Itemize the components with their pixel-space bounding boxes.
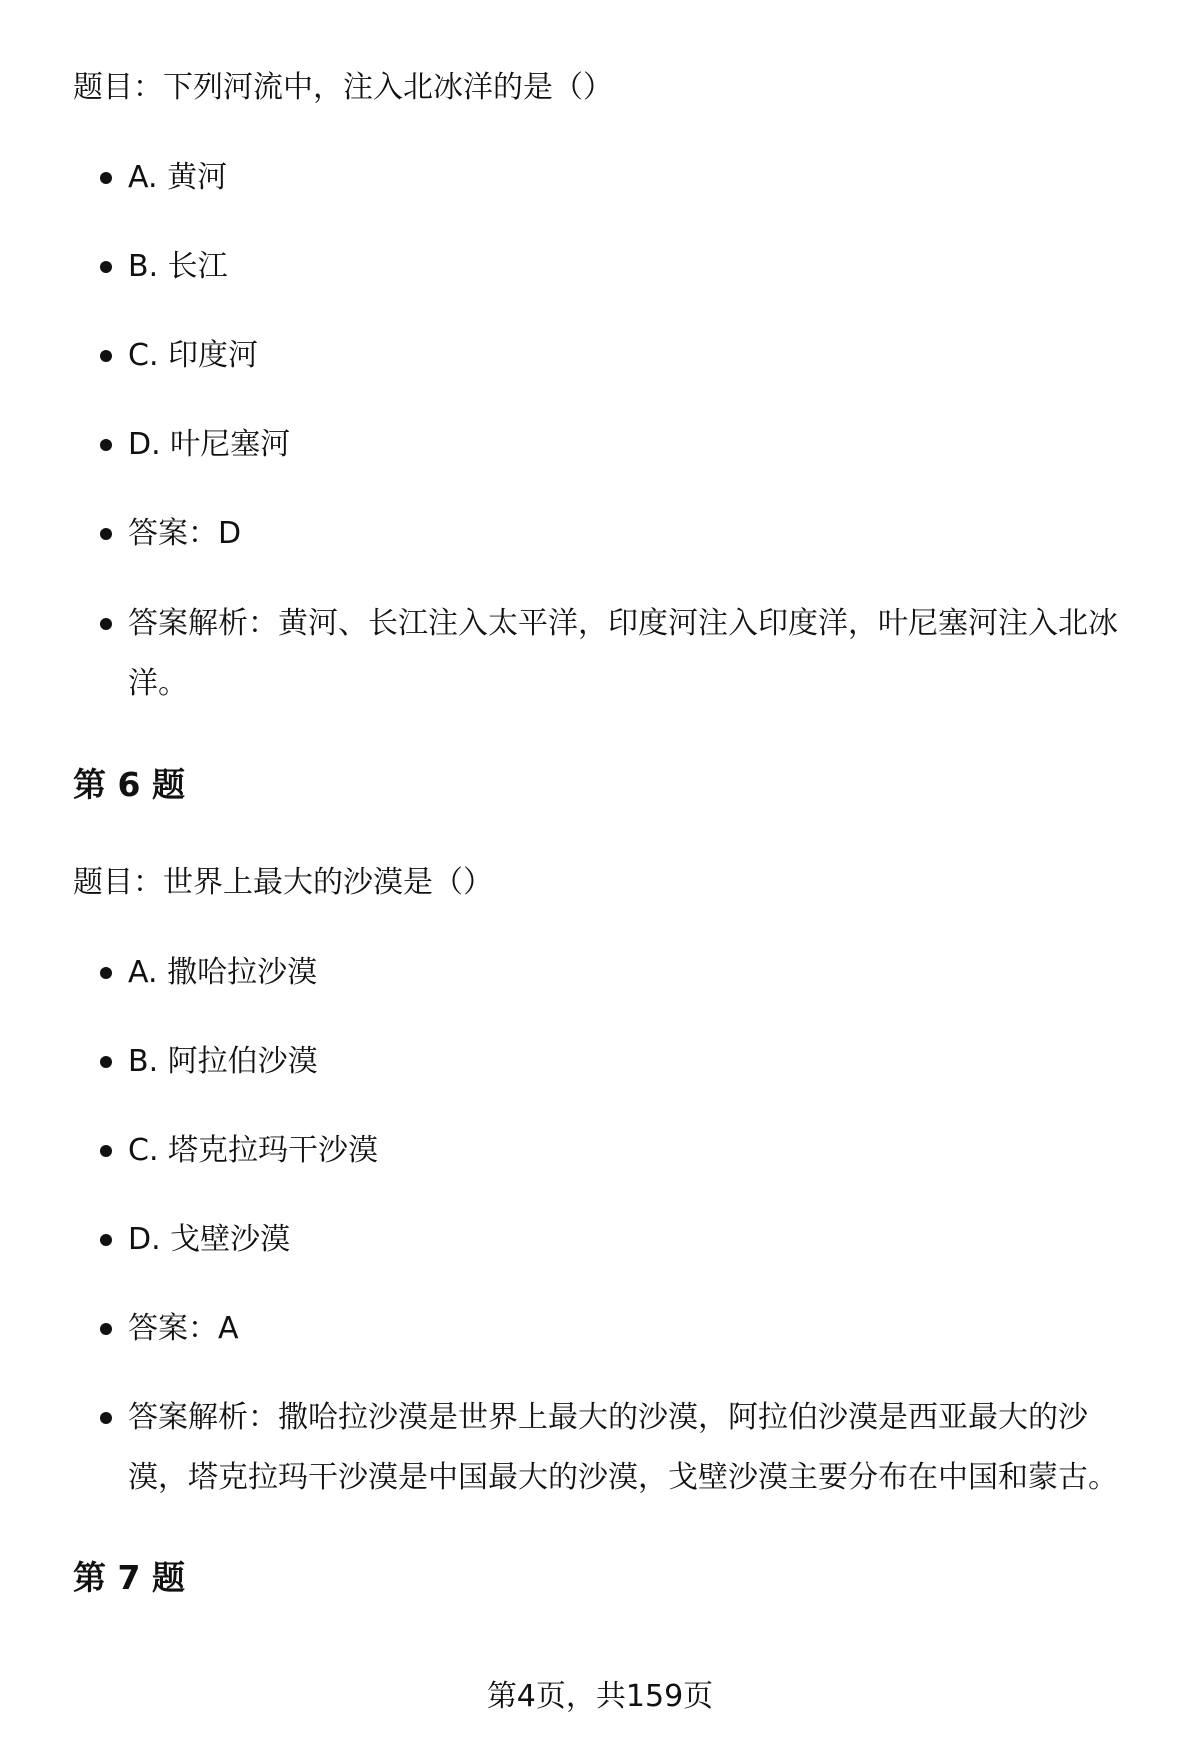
option-label: D. 叶尼塞河 — [128, 427, 291, 462]
q6-option-b — [100, 1032, 1130, 1092]
answer-label: 答案：A — [128, 1311, 239, 1346]
q6-option-a — [100, 943, 1130, 1003]
q5-option-b — [100, 237, 1130, 297]
option-label: A. 黄河 — [128, 160, 228, 195]
q6-answer — [100, 1299, 1130, 1359]
answer-label: 答案：D — [128, 516, 242, 551]
bullet-icon — [100, 1234, 112, 1246]
analysis-text: 答案解析：黄河、长江注入太平洋，印度河注入印度洋，叶尼塞河注入北冰洋。 — [128, 606, 1118, 701]
analysis-text: 答案解析：撒哈拉沙漠是世界上最大的沙漠，阿拉伯沙漠是西亚最大的沙漠，塔克拉玛干沙漠是中国最大的沙漠，戈壁沙漠主要分布在中国和蒙古。 — [128, 1400, 1118, 1495]
bullet-icon — [100, 967, 112, 979]
q5-option-c — [100, 326, 1130, 386]
q5-option-a — [100, 148, 1130, 208]
option-label: B. 阿拉伯沙漠 — [128, 1044, 318, 1079]
option-label: D. 戈壁沙漠 — [128, 1222, 291, 1257]
bullet-icon — [100, 1145, 112, 1157]
bullet-icon — [100, 618, 112, 630]
bullet-icon — [100, 261, 112, 273]
bullet-icon — [100, 1323, 112, 1335]
bullet-icon — [100, 350, 112, 362]
q5-answer — [100, 504, 1130, 564]
option-label: B. 长江 — [128, 249, 228, 284]
q7-heading: 第 7 题 — [73, 1558, 185, 1597]
bullet-icon — [100, 1056, 112, 1068]
q5-option-d — [100, 415, 1130, 475]
bullet-icon — [100, 439, 112, 451]
q6-option-c — [100, 1121, 1130, 1181]
bullet-icon — [100, 528, 112, 540]
option-label: C. 塔克拉玛干沙漠 — [128, 1133, 379, 1168]
q6-heading: 第 6 题 — [73, 765, 185, 804]
bullet-icon — [100, 172, 112, 184]
q6-option-d — [100, 1210, 1130, 1270]
bullet-icon — [100, 1412, 112, 1424]
q6-question: 题目：世界上最大的沙漠是（） — [73, 865, 493, 900]
option-label: C. 印度河 — [128, 338, 259, 373]
option-label: A. 撒哈拉沙漠 — [128, 955, 318, 990]
q5-question: 题目：下列河流中，注入北冰洋的是（） — [73, 70, 613, 105]
q6-analysis — [100, 1388, 1130, 1508]
q5-analysis — [100, 594, 1130, 714]
page-number: 第4页，共159页 — [486, 1679, 714, 1714]
